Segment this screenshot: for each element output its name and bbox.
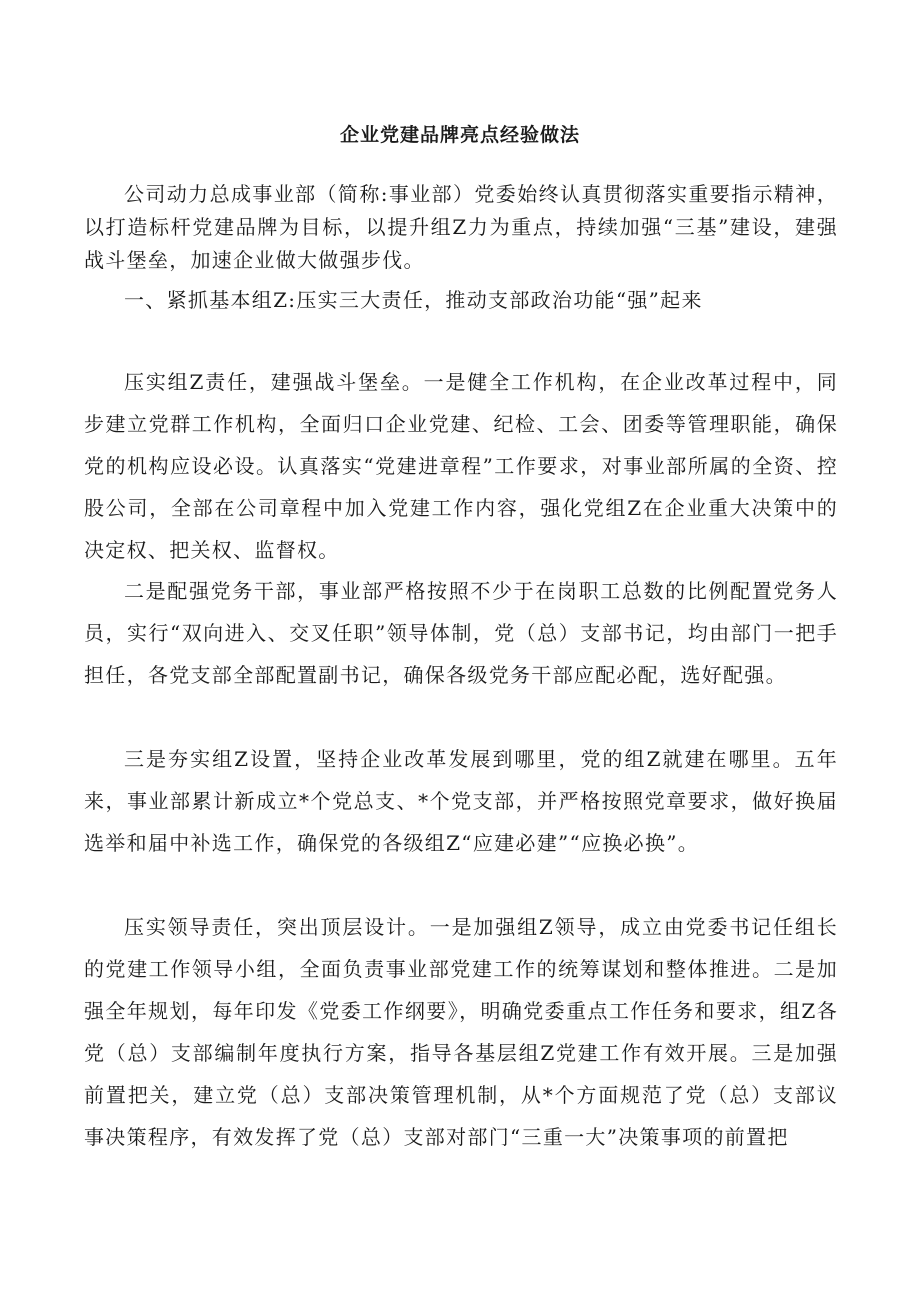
section-heading-1: 一、紧抓基本组Z:压实三大责任，推动支部政治功能“强”起来 — [124, 288, 703, 312]
body-paragraph-organization-setup: 三是夯实组Z设置，坚持企业改革发展到哪里，党的组Z就建在哪里。五年来，事业部累计新成立*个党总支、*个党支部，并严格按照党章要求，做好换届选举和届中补选工作，确保党的各级组Z“应建必建”“应换必换”。 — [84, 747, 838, 855]
body-paragraph-leadership-responsibility: 压实领导责任，突出顶层设计。一是加强组Z领导，成立由党委书记任组长的党建工作领导小组，全面负责事业部党建工作的统筹谋划和整体推进。二是加强全年规划，每年印发《党委工作纲要》，明确党委重点工作任务和要求，组Z各党（总）支部编制年度执行方案，指导各基层组Z党建工作有效开展。三是加强前置把关，建立党（总）支部决策管理机制，从*个方面规范了党（总）支部议事决策程序，有效发挥了党（总）支部对部门“三重一大”决策事项的前置把 — [84, 915, 838, 1149]
body-paragraph-organization-responsibility: 压实组Z责任，建强战斗堡垒。一是健全工作机构，在企业改革过程中，同步建立党群工作机构，全面归口企业党建、纪检、工会、团委等管理职能，确保党的机构应设必设。认真落实“党建进章程”工作要求，对事业部所属的全资、控股公司，全部在公司章程中加入党建工作内容，强化党组Z在企业重大决策中的决定权、把关权、监督权。 — [84, 370, 838, 562]
document-title: 企业党建品牌亮点经验做法 — [339, 124, 580, 146]
intro-paragraph: 公司动力总成事业部（简称:事业部）党委始终认真贯彻落实重要指示精神，以打造标杆党建品牌为目标，以提升组Z力为重点，持续加强“三基”建设，建强战斗堡垒，加速企业做大做强步伐。 — [84, 182, 838, 272]
body-paragraph-party-cadres: 二是配强党务干部，事业部严格按照不少于在岗职工总数的比例配置党务人员，实行“双向进入、交叉任职”领导体制，党（总）支部书记，均由部门一把手担任，各党支部全部配置副书记，确保各级党务干部应配必配，选好配强。 — [84, 579, 838, 687]
